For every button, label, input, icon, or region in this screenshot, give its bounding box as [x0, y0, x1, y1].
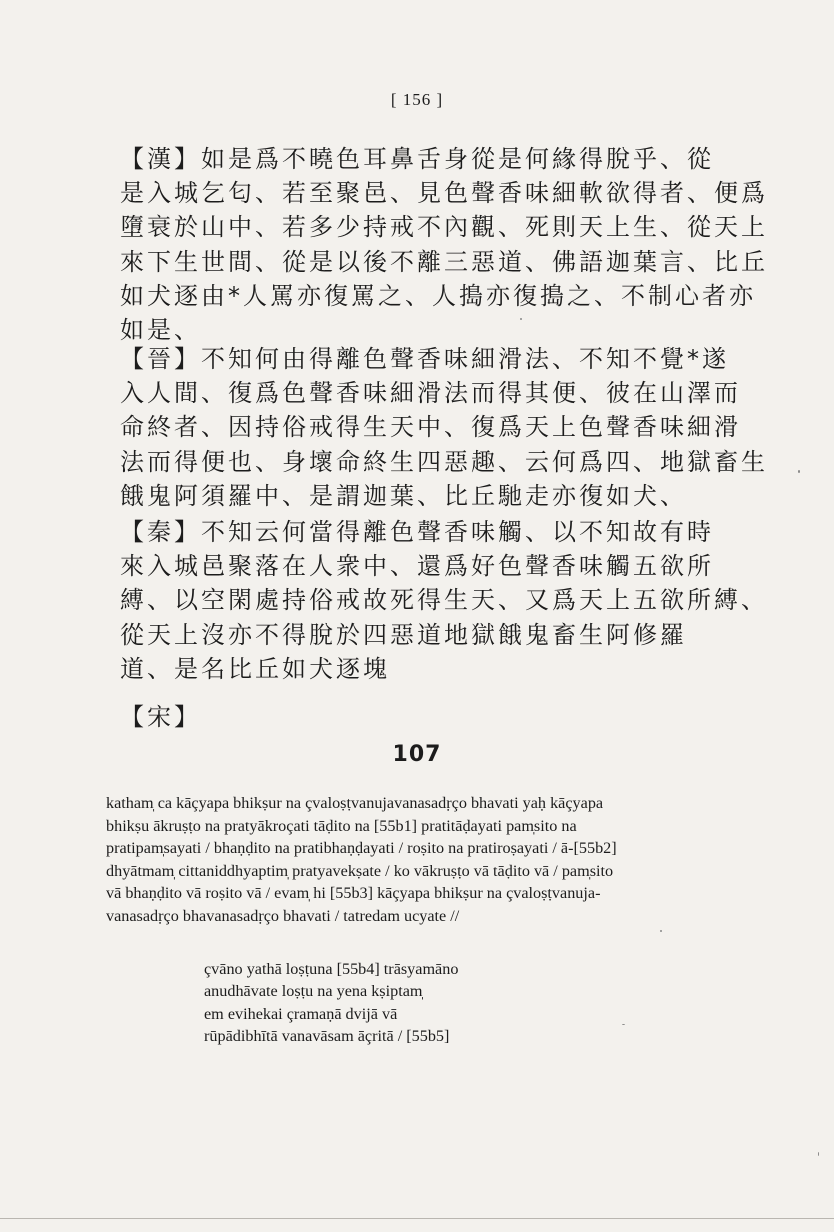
verse-line: rūpādibhītā vanavāsam āçritā / [55b5]	[204, 1027, 450, 1046]
text-line: 餓鬼阿須羅中、是謂迦葉、比丘馳走亦復如犬、	[120, 481, 687, 510]
verse-line: em evihekai çramaṇā dvijā vā	[204, 1004, 398, 1023]
text-line: 如是、	[120, 315, 201, 344]
verse-line: anudhāvate loṣṭu na yena kṣiptam̩	[204, 982, 423, 1001]
scan-speck	[660, 930, 662, 932]
chinese-block-han	[120, 142, 770, 347]
text-line: 來入城邑聚落在人衆中、還爲好色聲香味觸五欲所	[120, 552, 714, 581]
text-line: pratipam̩sayati / bhaṇḍito na pratibhaṇḍayati / roṣito na pratiroṣayati / ā-[55b2]	[106, 839, 617, 857]
chinese-block-jin	[120, 342, 770, 513]
scan-speck	[520, 318, 522, 320]
text-line: 法而得便也、身壞命終生四惡趣、云何爲四、地獄畜生	[120, 447, 768, 476]
text-line: 如犬逐由*人罵亦復罵之、人搗亦復搗之、不制心者亦	[120, 281, 756, 310]
text-line: vanasadṛço bhavanasadṛço bhavati / tatredam ucyate //	[106, 906, 460, 925]
text-line: vā bhaṇḍito vā roṣito vā / evam̩ hi [55b3] kāçyapa bhikṣur na çvaloṣṭvanuja-	[106, 884, 601, 902]
text-line: bhikṣu ākruṣṭo na pratyākroçati tāḍito na [55b1] pratitāḍayati pam̩sito na	[106, 816, 577, 835]
text-line: 【秦】不知云何當得離色聲香味觸、以不知故有時	[120, 518, 714, 546]
verse-line: çvāno yathā loṣṭuna [55b4] trāsyamāno	[204, 960, 459, 978]
text-line: 【宋】	[120, 703, 201, 731]
text-line: 縛、以空閑處持俗戒故死得生天、又爲天上五欲所縛、	[120, 586, 768, 615]
text-line: 命終者、因持俗戒得生天中、復爲天上色聲香味細滑	[120, 413, 741, 442]
text-line: 墮衰於山中、若多少持戒不內觀、死則天上生、從天上	[120, 213, 768, 242]
text-line: 【晉】不知何由得離色聲香味細滑法、不知不覺*遂	[120, 345, 729, 373]
entry-number: 107	[392, 742, 442, 767]
page-edge	[0, 1218, 834, 1219]
page-number: [ 156 ]	[390, 90, 444, 109]
text-line: 來下生世間、從是以後不離三惡道、佛語迦葉言、比丘	[120, 247, 768, 276]
sanskrit-prose	[106, 792, 766, 927]
chinese-block-qin	[120, 515, 770, 686]
scan-speck	[622, 1024, 625, 1025]
text-line: 從天上沒亦不得脫於四惡道地獄餓鬼畜生阿修羅	[120, 620, 687, 649]
sanskrit-verse	[204, 958, 664, 1048]
chinese-block-song	[120, 700, 770, 734]
text-line: 【漢】如是爲不曉色耳鼻舌身從是何緣得脫乎、從	[120, 145, 714, 173]
text-line: katham̩ ca kāçyapa bhikṣur na çvaloṣṭvanujavanasadṛço bhavati yaḥ kāçyapa	[106, 794, 604, 812]
scan-speck	[798, 470, 800, 473]
text-line: 道、是名比丘如犬逐塊	[120, 654, 390, 683]
scan-speck	[818, 1152, 819, 1156]
text-line: 是入城乞匂、若至聚邑、見色聲香味細軟欲得者、便爲	[120, 179, 768, 208]
text-line: 入人間、復爲色聲香味細滑法而得其便、彼在山澤而	[120, 379, 741, 408]
text-line: dhyātmam̩ cittaniddhyaptim̩ pratyavekṣate / ko vākruṣṭo vā tāḍito vā / pam̩sito	[106, 861, 614, 880]
